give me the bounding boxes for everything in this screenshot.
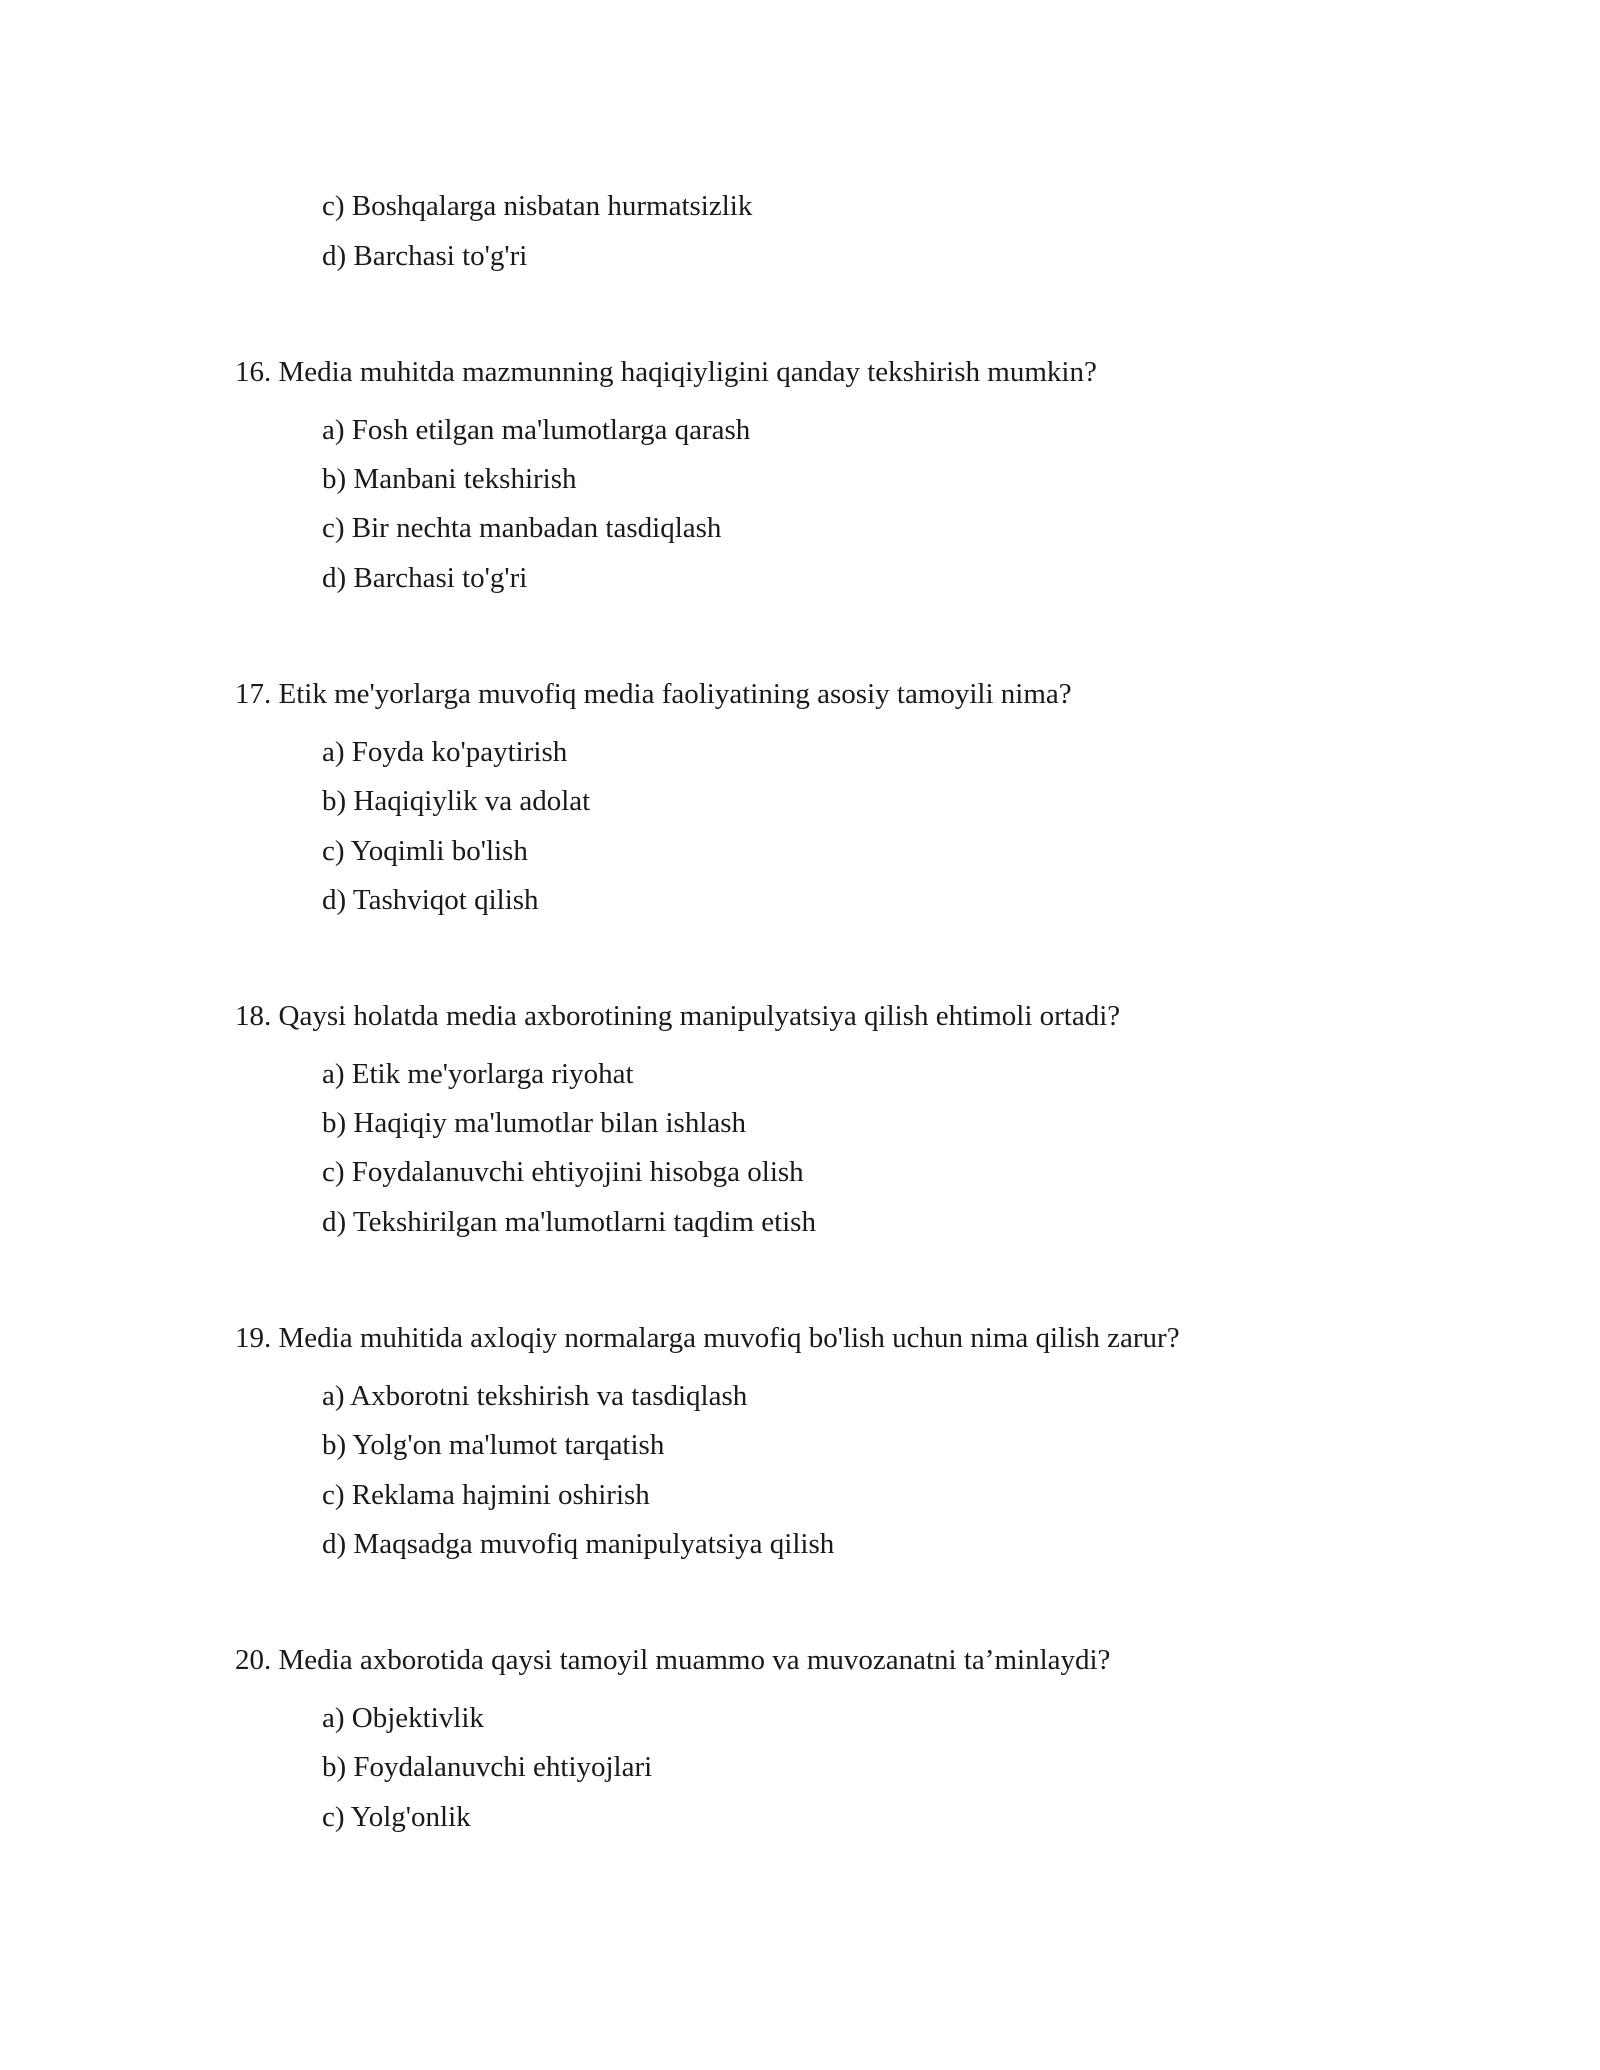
option-20-a: a) Objektivlik xyxy=(322,1702,484,1734)
option-20-b: b) Foydalanuvchi ehtiyojlari xyxy=(322,1751,653,1783)
option-18-d: d) Tekshirilgan ma'lumotlarni taqdim etish xyxy=(322,1206,816,1238)
option-19-a: a) Axborotni tekshirish va tasdiqlash xyxy=(322,1380,748,1412)
option-19-b: b) Yolg'on ma'lumot tarqatish xyxy=(322,1429,665,1461)
option-17-d: d) Tashviqot qilish xyxy=(322,884,539,916)
option-19-d: d) Maqsadga muvofiq manipulyatsiya qilish xyxy=(322,1528,835,1560)
question-19: 19. Media muhitida axloqiy normalarga muvofiq bo'lish uchun nima qilish zarur? xyxy=(235,1322,1180,1354)
option-15-c: c) Boshqalarga nisbatan hurmatsizlik xyxy=(322,190,753,222)
option-15-d: d) Barchasi to'g'ri xyxy=(322,240,528,272)
option-18-b: b) Haqiqiy ma'lumotlar bilan ishlash xyxy=(322,1107,747,1139)
option-17-a: a) Foyda ko'paytirish xyxy=(322,736,568,768)
question-20: 20. Media axborotida qaysi tamoyil muammo va muvozanatni ta’minlaydi? xyxy=(235,1644,1111,1676)
question-17: 17. Etik me'yorlarga muvofiq media faoliyatining asosiy tamoyili nima? xyxy=(235,678,1072,710)
option-16-c: c) Bir nechta manbadan tasdiqlash xyxy=(322,512,722,544)
option-20-c: c) Yolg'onlik xyxy=(322,1801,471,1833)
option-16-a: a) Fosh etilgan ma'lumotlarga qarash xyxy=(322,414,751,446)
question-18: 18. Qaysi holatda media axborotining manipulyatsiya qilish ehtimoli ortadi? xyxy=(235,1000,1121,1032)
option-17-b: b) Haqiqiylik va adolat xyxy=(322,785,591,817)
question-16: 16. Media muhitda mazmunning haqiqiyligini qanday tekshirish mumkin? xyxy=(235,356,1097,388)
option-16-b: b) Manbani tekshirish xyxy=(322,463,577,495)
option-18-c: c) Foydalanuvchi ehtiyojini hisobga olish xyxy=(322,1156,804,1188)
option-17-c: c) Yoqimli bo'lish xyxy=(322,835,528,867)
option-16-d: d) Barchasi to'g'ri xyxy=(322,562,528,594)
option-19-c: c) Reklama hajmini oshirish xyxy=(322,1479,650,1511)
option-18-a: a) Etik me'yorlarga riyohat xyxy=(322,1058,634,1090)
